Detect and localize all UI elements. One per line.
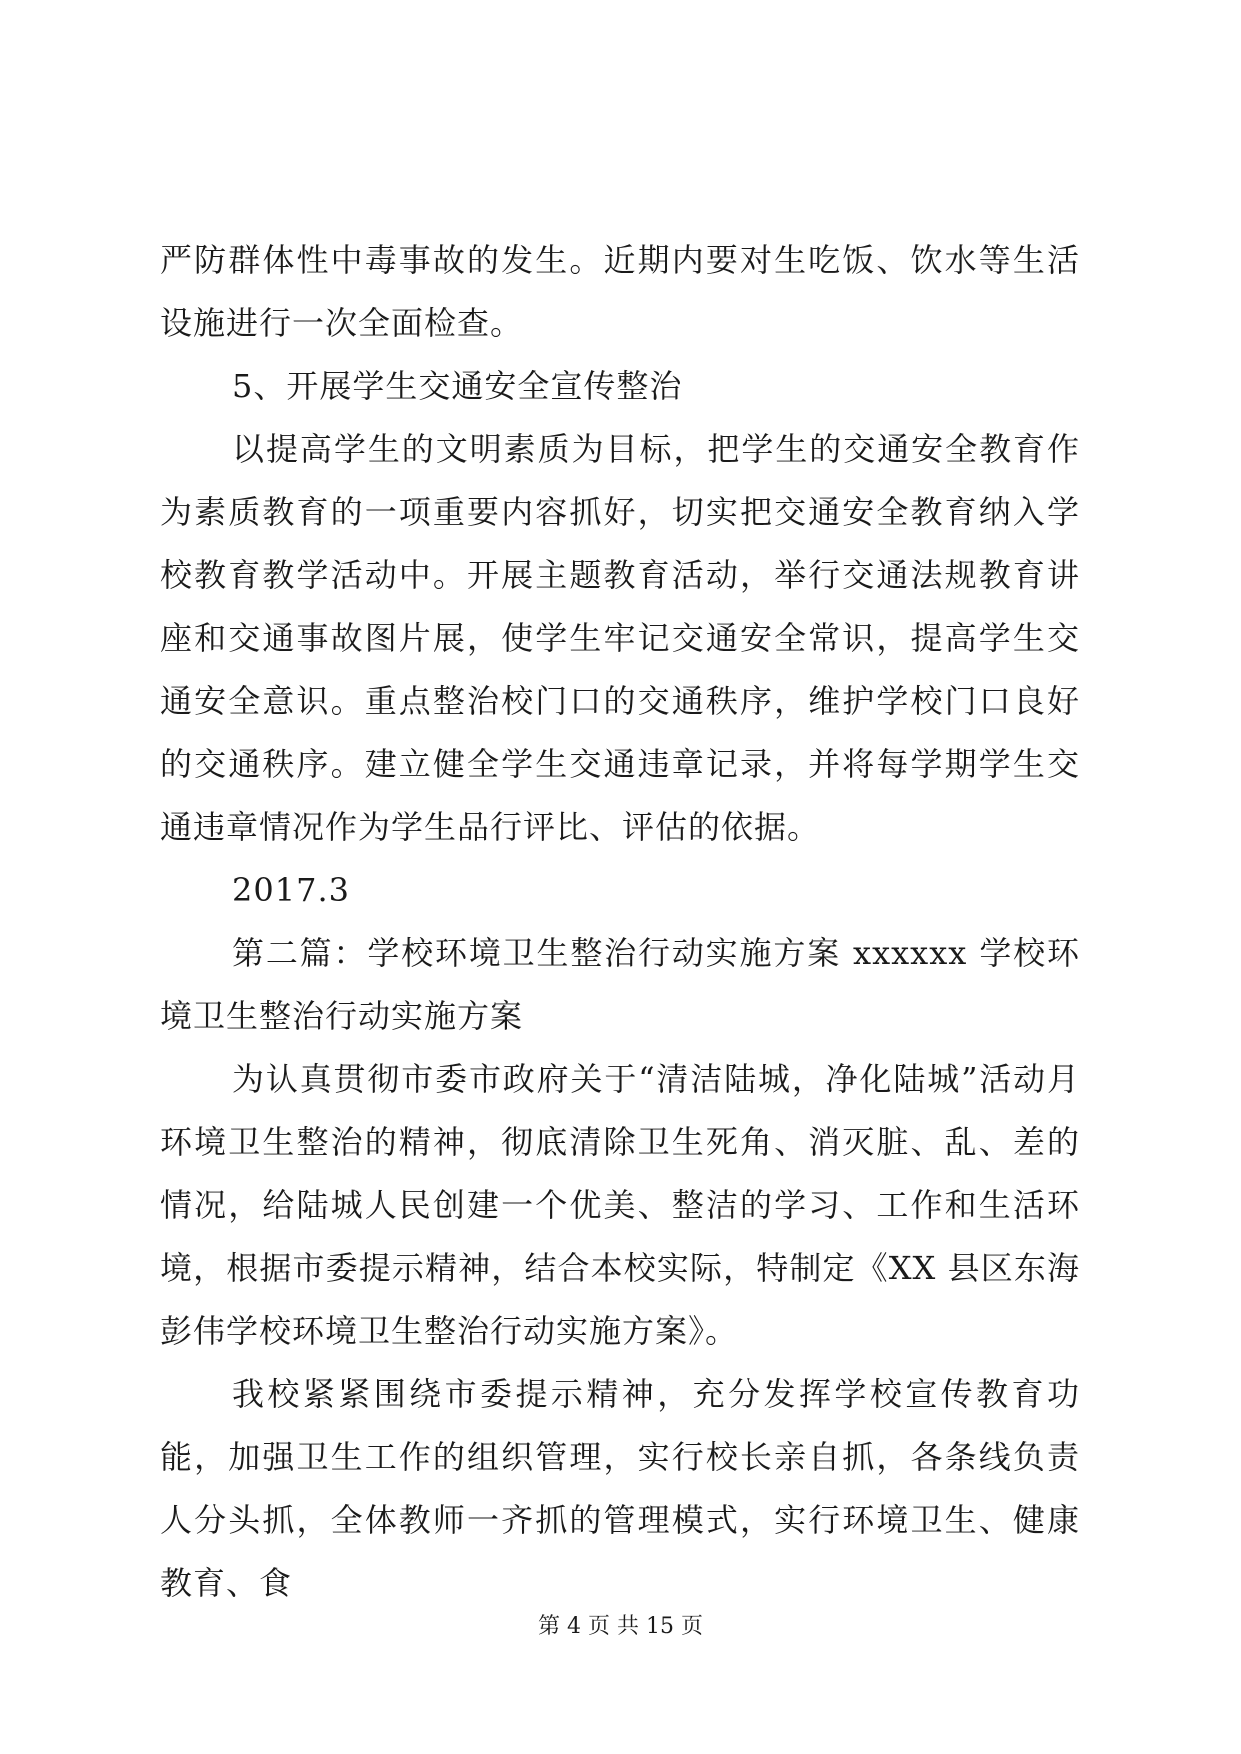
paragraph-continuation: 严防群体性中毒事故的发生。近期内要对生吃饭、饮水等生活设施进行一次全面检查。 [160, 241, 1080, 342]
chapter-title: 第二篇：学校环境卫生整治行动实施方案 xxxxxx 学校环境卫生整治行动实施方案 [160, 934, 1080, 1035]
paragraph-traffic-safety: 以提高学生的文明素质为目标，把学生的交通安全教育作为素质教育的一项重要内容抓好，切实把交通安全教育纳入学校教育教学活动中。开展主题教育活动，举行交通法规教育讲座和交通事故图片展，使学生牢记交通安全常识，提高学生交通安全意识。重点整治校门口的交通秩序，维护学校门口良好的交通秩序。建立健全学生交通违章记录，并将每学期学生交通违章情况作为学生品行评比、评估的依据。 [160, 430, 1080, 846]
page-footer: 第 4 页 共 15 页 [538, 1614, 703, 1639]
document-body [160, 229, 1080, 1615]
paragraph-intro: 为认真贯彻市委市政府关于“清洁陆城，净化陆城”活动月环境卫生整治的精神，彻底清除卫生死角、消灭脏、乱、差的情况，给陆城人民创建一个优美、整洁的学习、工作和生活环境，根据市委提示精神，结合本校实际，特制定《XX 县区东海彭伟学校环境卫生整治行动实施方案》。 [160, 1060, 1080, 1350]
section-heading-traffic-safety: 5、开展学生交通安全宣传整治 [232, 367, 683, 405]
date-line: 2017.3 [232, 871, 350, 909]
paragraph-management: 我校紧紧围绕市委提示精神，充分发挥学校宣传教育功能，加强卫生工作的组织管理，实行校长亲自抓，各条线负责人分头抓，全体教师一齐抓的管理模式，实行环境卫生、健康教育、食 [160, 1375, 1080, 1602]
